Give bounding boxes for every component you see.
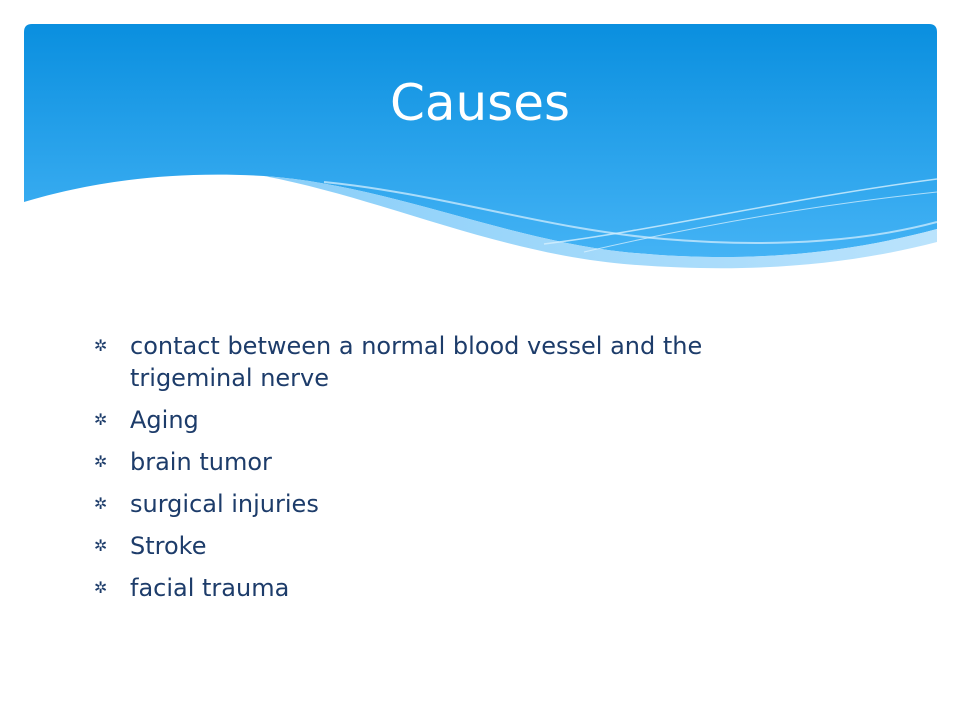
asterisk-bullet-icon: ✲ [94,452,108,471]
asterisk-bullet-icon: ✲ [94,494,108,513]
asterisk-bullet-icon: ✲ [94,336,108,355]
list-item [94,530,814,562]
bullet-text: Aging [130,406,199,434]
bullet-list [94,330,814,614]
slide-title: Causes [389,74,571,132]
bullet-text: surgical injuries [130,490,319,518]
wave-banner-graphic [24,24,937,274]
asterisk-bullet-icon: ✲ [94,578,108,597]
bullet-text: brain tumor [130,448,272,476]
bullet-text: Stroke [130,532,207,560]
list-item [94,404,814,436]
header-banner [24,24,937,274]
list-item [94,488,814,520]
bullet-text: facial trauma [130,574,290,602]
list-item [94,446,814,478]
bullet-text: contact between a normal blood vessel and the trigeminal nerve [130,332,703,392]
list-item [94,330,814,394]
asterisk-bullet-icon: ✲ [94,410,108,429]
list-item [94,572,814,604]
asterisk-bullet-icon: ✲ [94,536,108,555]
